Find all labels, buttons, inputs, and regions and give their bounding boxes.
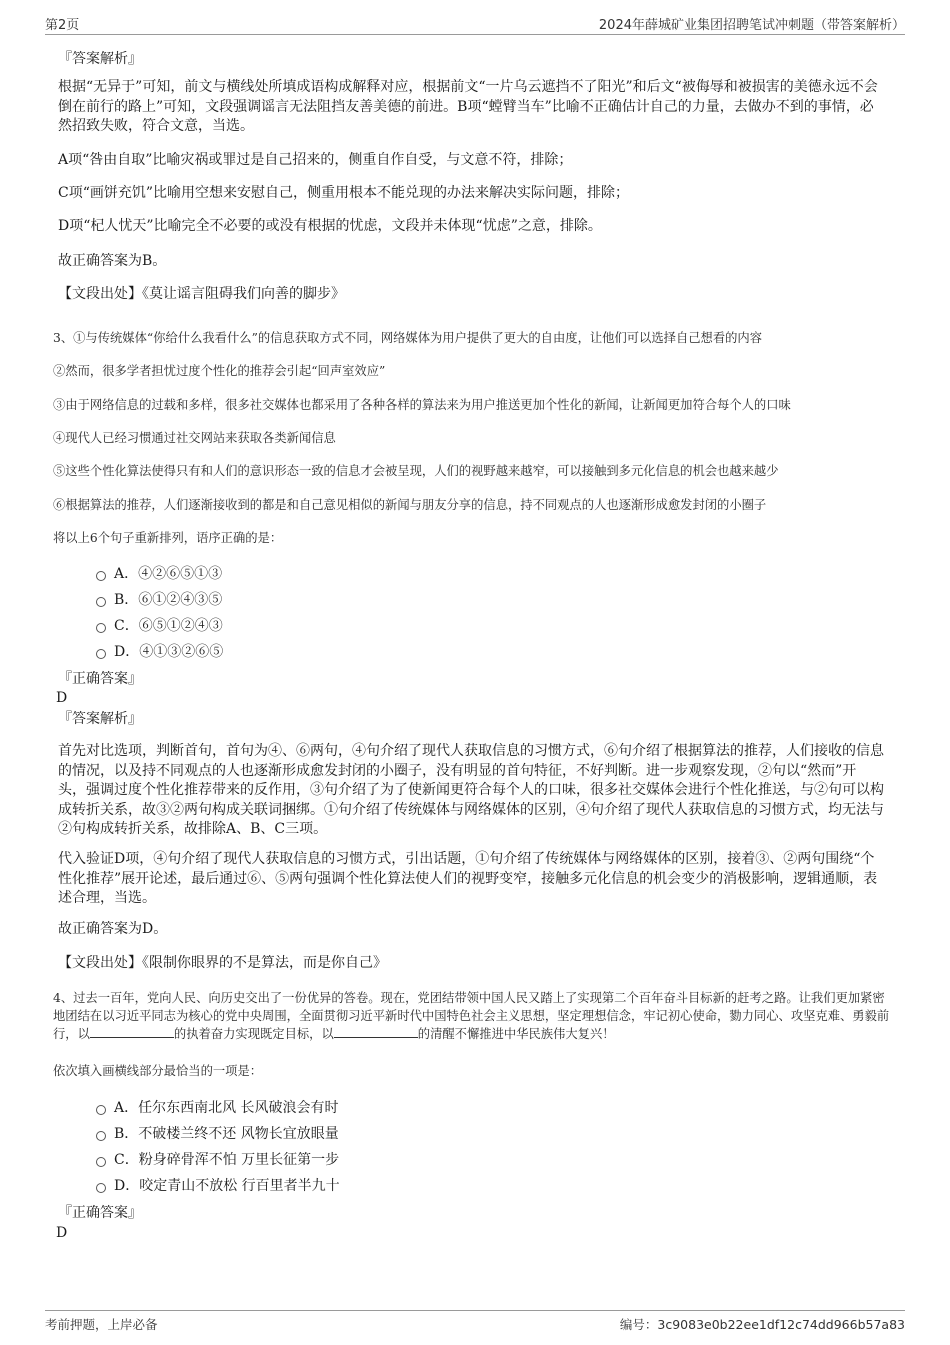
q2-analysis-option-d: D项“杞人忧天”比喻完全不必要的或没有根据的忧虑，文段并未体现“忧虑”之意，排除。 [58,218,602,234]
option-label: C．⑥⑤①②④③ [114,618,223,634]
q2-analysis-option-a: A项“咎由自取”比喻灾祸或罪过是自己招来的，侧重自作自受，与文意不符，排除； [58,152,573,168]
q3-sentence-2: ②然而，很多学者担忧过度个性化的推荐会引起“回声室效应” [53,364,386,378]
q4-stem [53,989,895,1043]
q3-sentence-5: ⑤这些个性化算法使得只有和人们的意识形态一致的信息才会被呈现，人们的视野越来越窄，可以接触到多元化信息的机会也越来越少 [53,464,779,478]
q4-prompt: 依次填入画横线部分最恰当的一项是： [53,1064,263,1078]
radio-button-icon[interactable] [96,649,106,659]
q4-option-d[interactable] [96,1177,340,1195]
radio-button-icon[interactable] [96,1131,106,1141]
q4-stem-part-3: 的清醒不懈推进中华民族伟大复兴！ [417,1027,615,1041]
option-label: D．咬定青山不放松 行百里者半九十 [114,1178,340,1194]
radio-button-icon[interactable] [96,597,106,607]
q2-analysis-paragraph: 根据“无异于”可知，前文与横线处所填成语构成解释对应，根据前文“一片乌云遮挡不了阳光”和后文“被侮辱和被损害的美德永远不会倒在前行的路上”可知，文段强调谣言无法阻挡友善美德的前进。B项“螳臂当车”比喻不正确估计自己的力量，去做办不到的事情，必然招致失败，符合文意，当选。 [58,79,878,134]
q4-blank-2 [334,1025,418,1038]
q4-option-a[interactable] [96,1099,339,1117]
option-label: C．粉身碎骨浑不怕 万里长征第一步 [114,1152,340,1168]
q3-sentence-6: ⑥根据算法的推荐，人们逐渐接收到的都是和自己意见相似的新闻与朋友分享的信息，持不同观点的人也逐渐形成愈发封闭的小圈子 [53,498,767,512]
option-label: D．④①③②⑥⑤ [114,644,224,660]
q3-sentence-1: 3、①与传统媒体“你给什么我看什么”的信息获取方式不同，网络媒体为用户提供了更大的自由度，让他们可以选择自己想看的内容 [53,331,763,345]
q3-option-c[interactable] [96,617,223,635]
radio-button-icon[interactable] [96,571,106,581]
document-title: 2024年薛城矿业集团招聘笔试冲刺题（带答案解析） [598,18,905,33]
radio-button-icon[interactable] [96,1105,106,1115]
q4-answer: D [56,1225,68,1241]
page-number: 第2页 [45,18,80,33]
radio-button-icon[interactable] [96,1183,106,1193]
page-header [45,12,905,35]
q4-stem-part-2: 的执着奋力实现既定目标，以 [173,1027,334,1041]
q4-option-b[interactable] [96,1125,339,1143]
page-footer [45,1310,905,1335]
q3-sentence-4: ④现代人已经习惯通过社交网站来获取各类新闻信息 [53,431,336,445]
q3-sentence-3: ③由于网络信息的过载和多样，很多社交媒体也都采用了各种各样的算法来为用户推送更加个性化的新闻，让新闻更加符合每个人的口味 [53,398,791,412]
q3-analysis-label: 『答案解析』 [58,711,142,727]
q3-option-b[interactable] [96,591,222,609]
footer-slogan: 考前押题，上岸必备 [45,1317,158,1332]
document-id: 编号：3c9083e0b22ee1df12c74dd966b57a83 [619,1317,905,1332]
radio-button-icon[interactable] [96,1157,106,1167]
q3-analysis-paragraph-2: 代入验证D项，④句介绍了现代人获取信息的习惯方式，引出话题，①句介绍了传统媒体与网络媒体的区别，接着③、②两句围绕“个性化推荐”展开论述，最后通过⑥、⑤两句强调个性化算法使人们的视野变窄，接触多元化信息的机会变少的消极影响，逻辑通顺，表述合理，当选。 [58,851,878,906]
q3-source: 【文段出处】《限制你眼界的不是算法，而是你自己》 [58,955,387,971]
q2-analysis-label: 『答案解析』 [58,51,142,67]
q3-conclusion: 故正确答案为D。 [58,921,168,937]
q2-conclusion: 故正确答案为B。 [58,253,167,269]
q3-answer: D [56,690,68,706]
q2-analysis-option-c: C项“画饼充饥”比喻用空想来安慰自己，侧重用根本不能兑现的办法来解决实际问题，排除； [58,185,630,201]
option-label: A．④②⑥⑤①③ [114,566,223,582]
q3-analysis-paragraph-1: 首先对比选项，判断首句，首句为④、⑥两句，④句介绍了现代人获取信息的习惯方式，⑥句介绍了根据算法的推荐，人们接收的信息的情况，以及持不同观点的人也逐渐形成愈发封闭的小圈子，没有明显的首句特征，不好判断。进一步观察发现，②句以“然而”开头，强调过度个性化推荐带来的反作用，③句介绍了为了使新闻更符合每个人的口味，很多社交媒体会进行个性化推送，与②句可以构成转折关系，故③②两句构成关联词捆绑。①句介绍了传统媒体与网络媒体的区别，④句介绍了现代人获取信息的习惯方式，均无法与②句构成转折关系，故排除A、B、C三项。 [58,743,884,837]
radio-button-icon[interactable] [96,623,106,633]
q3-option-d[interactable] [96,643,223,661]
q2-source: 【文段出处】《莫让谣言阻碍我们向善的脚步》 [58,286,345,302]
option-label: B．⑥①②④③⑤ [114,592,223,608]
q4-stem-part-1: 4、过去一百年，党向人民、向历史交出了一份优异的答卷。现在，党团结带领中国人民又踏上了实现第二个百年奋斗目标新的赶考之路。让我们更加紧密地团结在以习近平同志为核心的党中央周围，全面贯彻习近平新时代中国特色社会主义思想，坚定理想信念，牢记初心使命，勠力同心、攻坚克难、勇毅前行，以 [53,991,890,1041]
option-label: B．不破楼兰终不还 风物长宜放眼量 [114,1126,339,1142]
q4-option-c[interactable] [96,1151,339,1169]
q3-answer-label: 『正确答案』 [58,671,142,687]
q3-prompt: 将以上6个句子重新排列，语序正确的是： [53,531,283,545]
q3-option-a[interactable] [96,565,222,583]
option-label: A．任尔东西南北风 长风破浪会有时 [114,1100,339,1116]
q4-answer-label: 『正确答案』 [58,1205,142,1221]
q4-blank-1 [90,1025,174,1038]
